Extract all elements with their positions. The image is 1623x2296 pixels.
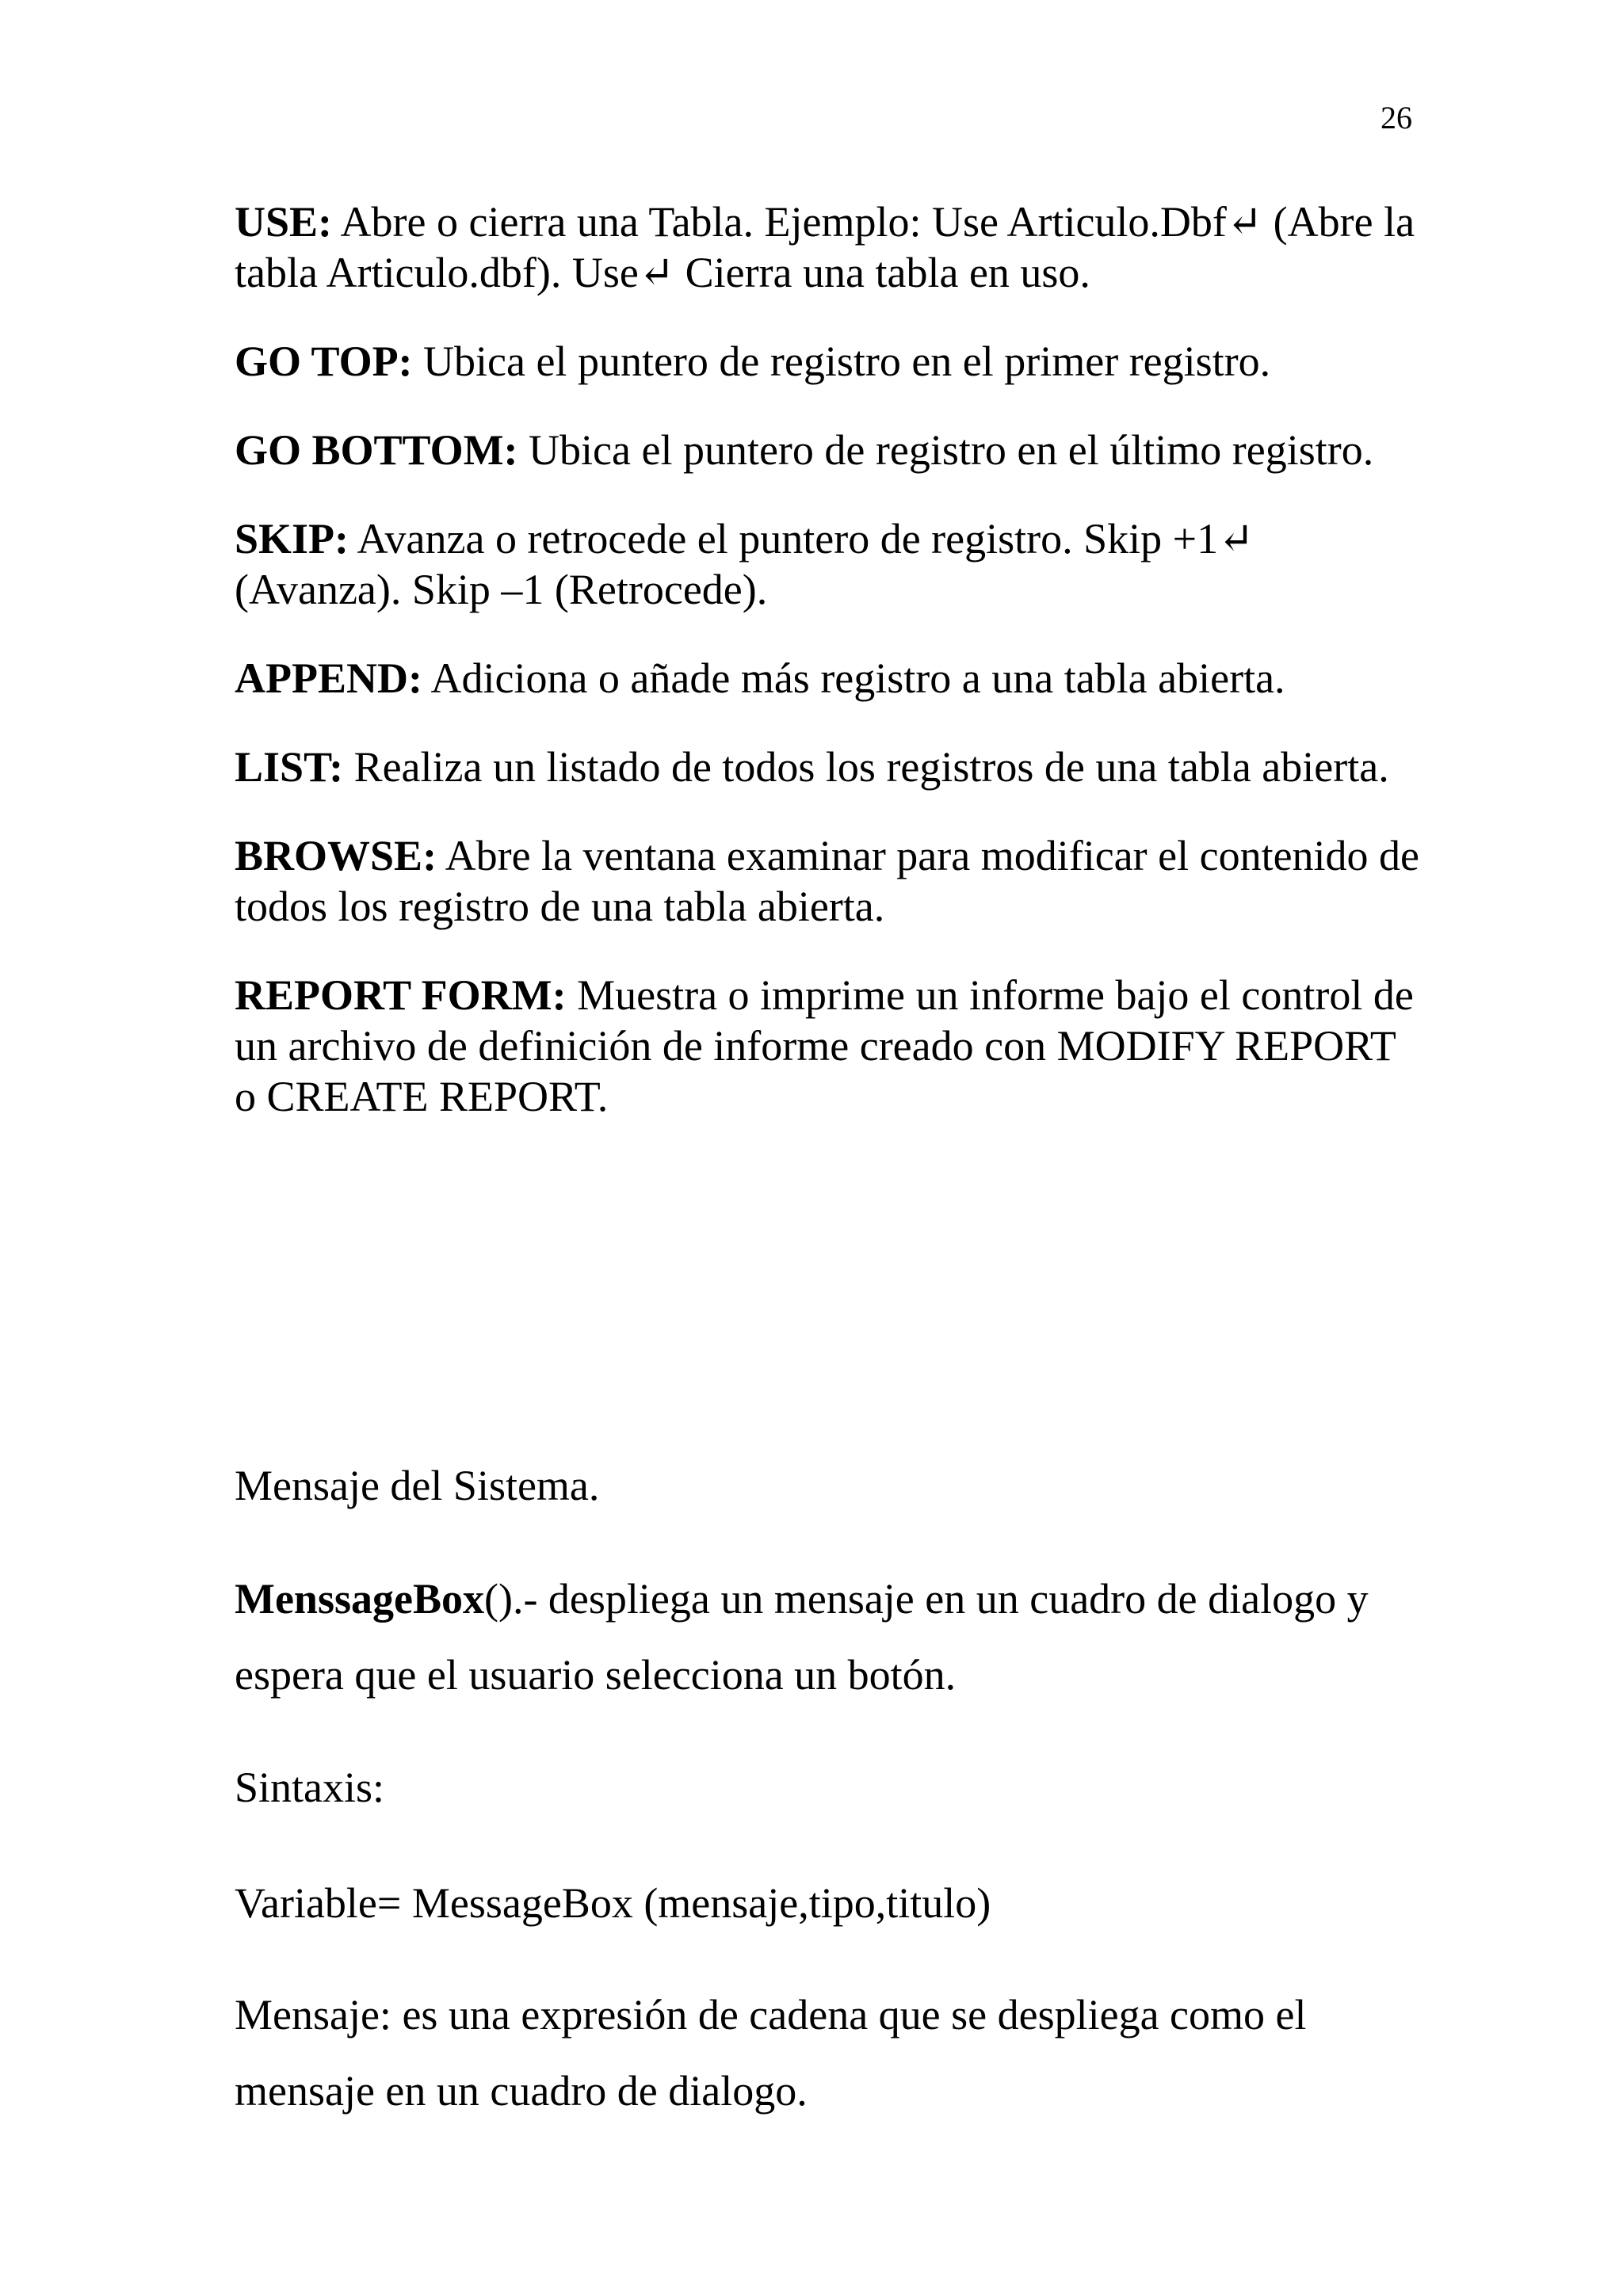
command-term: REPORT FORM: xyxy=(235,971,567,1019)
command-list xyxy=(235,196,1423,1160)
command-term: LIST: xyxy=(235,743,344,791)
command-description: Muestra o imprime un informe bajo el control de un archivo de definición de informe creado con MODIFY REPORT o CREATE REPORT. xyxy=(235,971,1414,1120)
command-description: Abre la ventana examinar para modificar el contenido de todos los registro de una tabla abierta. xyxy=(235,832,1420,930)
command-term: GO TOP: xyxy=(235,338,413,385)
command-term: BROWSE: xyxy=(235,832,437,879)
command-skip xyxy=(235,513,1423,615)
command-list xyxy=(235,742,1423,792)
command-append xyxy=(235,653,1423,704)
section-title: Mensaje del Sistema. xyxy=(235,1462,600,1509)
syntax-line: Variable= MessageBox (mensaje,tipo,titulo) xyxy=(235,1879,991,1927)
command-description: Ubica el puntero de registro en el primer registro. xyxy=(412,338,1271,385)
command-description: Ubica el puntero de registro en el último registro. xyxy=(517,426,1374,474)
command-report-form xyxy=(235,970,1423,1122)
messagebox-description xyxy=(235,1561,1423,1713)
page-number: 26 xyxy=(1381,100,1412,135)
command-term: SKIP: xyxy=(235,515,349,563)
mensaje-description: Mensaje: es una expresión de cadena que se despliega como el mensaje en un cuadro de dialogo. xyxy=(235,1991,1307,2115)
messagebox-term: MenssageBox xyxy=(235,1575,484,1623)
command-go-bottom xyxy=(235,425,1423,475)
command-use xyxy=(235,196,1423,298)
syntax-label: Sintaxis: xyxy=(235,1764,385,1811)
command-term: APPEND: xyxy=(235,654,422,702)
command-description: Abre o cierra una Tabla. Ejemplo: Use Articulo.Dbf↵ (Abre la tabla Articulo.dbf). Use↵ Cierra una tabla en uso. xyxy=(235,198,1415,296)
command-browse xyxy=(235,830,1423,932)
command-description: Realiza un listado de todos los registros de una tabla abierta. xyxy=(343,743,1389,791)
command-go-top xyxy=(235,336,1423,387)
command-description: Adiciona o añade más registro a una tabla abierta. xyxy=(422,654,1285,702)
command-term: USE: xyxy=(235,198,333,246)
command-term: GO BOTTOM: xyxy=(235,426,518,474)
command-description: Avanza o retrocede el puntero de registro. Skip +1↵ (Avanza). Skip –1 (Retrocede). xyxy=(235,515,1254,613)
messagebox-text: ().- despliega un mensaje en un cuadro de dialogo y espera que el usuario selecciona un botón. xyxy=(235,1575,1369,1699)
